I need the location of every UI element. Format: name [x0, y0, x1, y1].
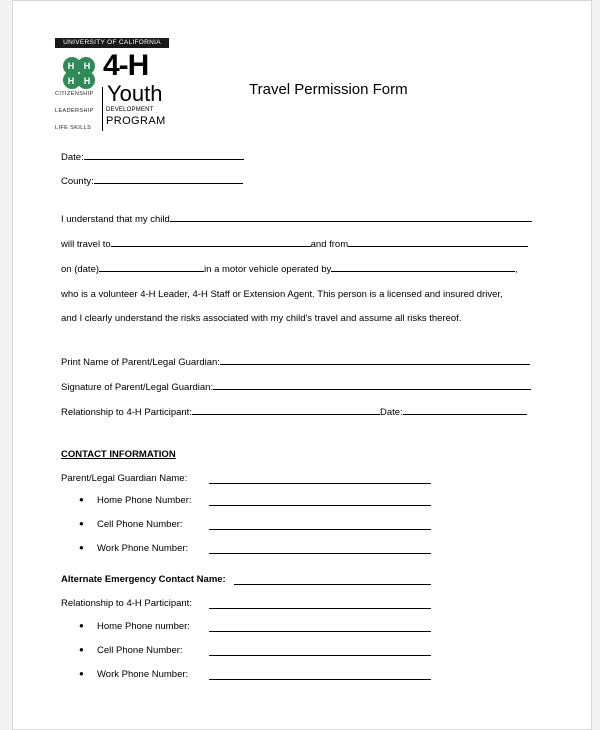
- and-from-label: and from: [310, 239, 349, 250]
- alt-relationship-field[interactable]: [209, 600, 431, 609]
- logo-leadership: LEADERSHIP: [55, 108, 94, 114]
- contact-heading: CONTACT INFORMATION: [61, 449, 176, 460]
- date-row: [61, 151, 244, 163]
- bullet-icon: ●: [79, 519, 84, 528]
- logo-youth: Youth: [107, 81, 163, 106]
- home-phone-field[interactable]: [209, 497, 431, 506]
- bullet-icon: ●: [79, 645, 84, 654]
- guardian-date-label: Date:: [379, 407, 403, 418]
- alt-work-phone-label: Work Phone Number:: [97, 669, 189, 680]
- vehicle-operated-label: in a motor vehicle operated by: [204, 264, 332, 275]
- alt-contact-label: Alternate Emergency Contact Name:: [61, 574, 226, 585]
- university-banner: UNIVERSITY OF CALIFORNIA: [55, 38, 169, 48]
- travel-to-label: will travel to: [61, 239, 111, 250]
- county-field[interactable]: [94, 175, 243, 184]
- svg-text:H: H: [83, 76, 91, 86]
- print-name-row: [61, 356, 530, 368]
- home-phone-label: Home Phone Number:: [97, 495, 192, 506]
- logo-divider: [102, 87, 103, 131]
- cell-phone-label: Cell Phone Number:: [97, 519, 183, 530]
- county-label: County:: [61, 176, 94, 187]
- bullet-icon: ●: [79, 621, 84, 630]
- signature-field[interactable]: [213, 381, 531, 390]
- signature-row: [61, 381, 531, 393]
- on-date-label: on (date): [61, 264, 100, 275]
- work-phone-label: Work Phone Number:: [97, 543, 189, 554]
- statement-line-1: [61, 213, 532, 225]
- child-name-field[interactable]: [170, 213, 532, 222]
- alt-home-phone-field[interactable]: [209, 623, 431, 632]
- cell-phone-field[interactable]: [209, 521, 431, 530]
- alt-home-phone-label: Home Phone number:: [97, 621, 190, 632]
- bullet-icon: ●: [79, 543, 84, 552]
- driver-name-field[interactable]: [331, 263, 515, 272]
- statement-line-3: [61, 263, 518, 275]
- travel-date-field[interactable]: [99, 263, 204, 272]
- bullet-icon: ●: [79, 669, 84, 678]
- clover-icon: [59, 53, 99, 93]
- statement-line-2: [61, 238, 528, 250]
- guardian-name-field[interactable]: [209, 475, 431, 484]
- alt-cell-phone-label: Cell Phone Number:: [97, 645, 183, 656]
- alt-work-phone-field[interactable]: [209, 671, 431, 680]
- svg-text:H: H: [67, 76, 75, 86]
- date-label: Date:: [61, 152, 84, 163]
- work-phone-field[interactable]: [209, 545, 431, 554]
- travel-to-field[interactable]: [111, 238, 311, 247]
- print-name-field[interactable]: [220, 356, 530, 365]
- svg-text:H: H: [67, 61, 75, 71]
- guardian-date-field[interactable]: [403, 406, 527, 415]
- logo-development: DEVELOPMENT: [106, 107, 154, 113]
- logo-program: PROGRAM: [106, 115, 166, 127]
- form-page: [12, 0, 592, 730]
- logo-citizenship: CITIZENSHIP: [55, 91, 94, 97]
- guardian-name-label: Parent/Legal Guardian Name:: [61, 473, 188, 484]
- statement-line-4: who is a volunteer 4-H Leader, 4-H Staff or Extension Agent. This person is a licensed and insured driver,: [61, 289, 503, 300]
- statement-line-5: and I clearly understand the risks associated with my child's travel and assume all risks thereof.: [61, 313, 462, 324]
- relationship-label: Relationship to 4-H Participant:: [61, 407, 192, 418]
- page-title: Travel Permission Form: [249, 81, 408, 98]
- svg-text:H: H: [83, 61, 91, 71]
- alt-contact-field[interactable]: [234, 576, 431, 585]
- alt-cell-phone-field[interactable]: [209, 647, 431, 656]
- travel-from-field[interactable]: [348, 238, 528, 247]
- date-field[interactable]: [84, 151, 244, 160]
- alt-relationship-label: Relationship to 4-H Participant:: [61, 598, 192, 609]
- comma: ,: [515, 264, 518, 275]
- print-name-label: Print Name of Parent/Legal Guardian:: [61, 357, 220, 368]
- relationship-field[interactable]: [192, 406, 380, 415]
- county-row: [61, 175, 243, 187]
- logo-life-skills: LIFE SKILLS: [55, 125, 92, 131]
- logo-4h: 4-H: [103, 49, 149, 82]
- child-label: I understand that my child: [61, 214, 170, 225]
- signature-label: Signature of Parent/Legal Guardian:: [61, 382, 214, 393]
- relationship-row: [61, 406, 527, 418]
- bullet-icon: ●: [79, 495, 84, 504]
